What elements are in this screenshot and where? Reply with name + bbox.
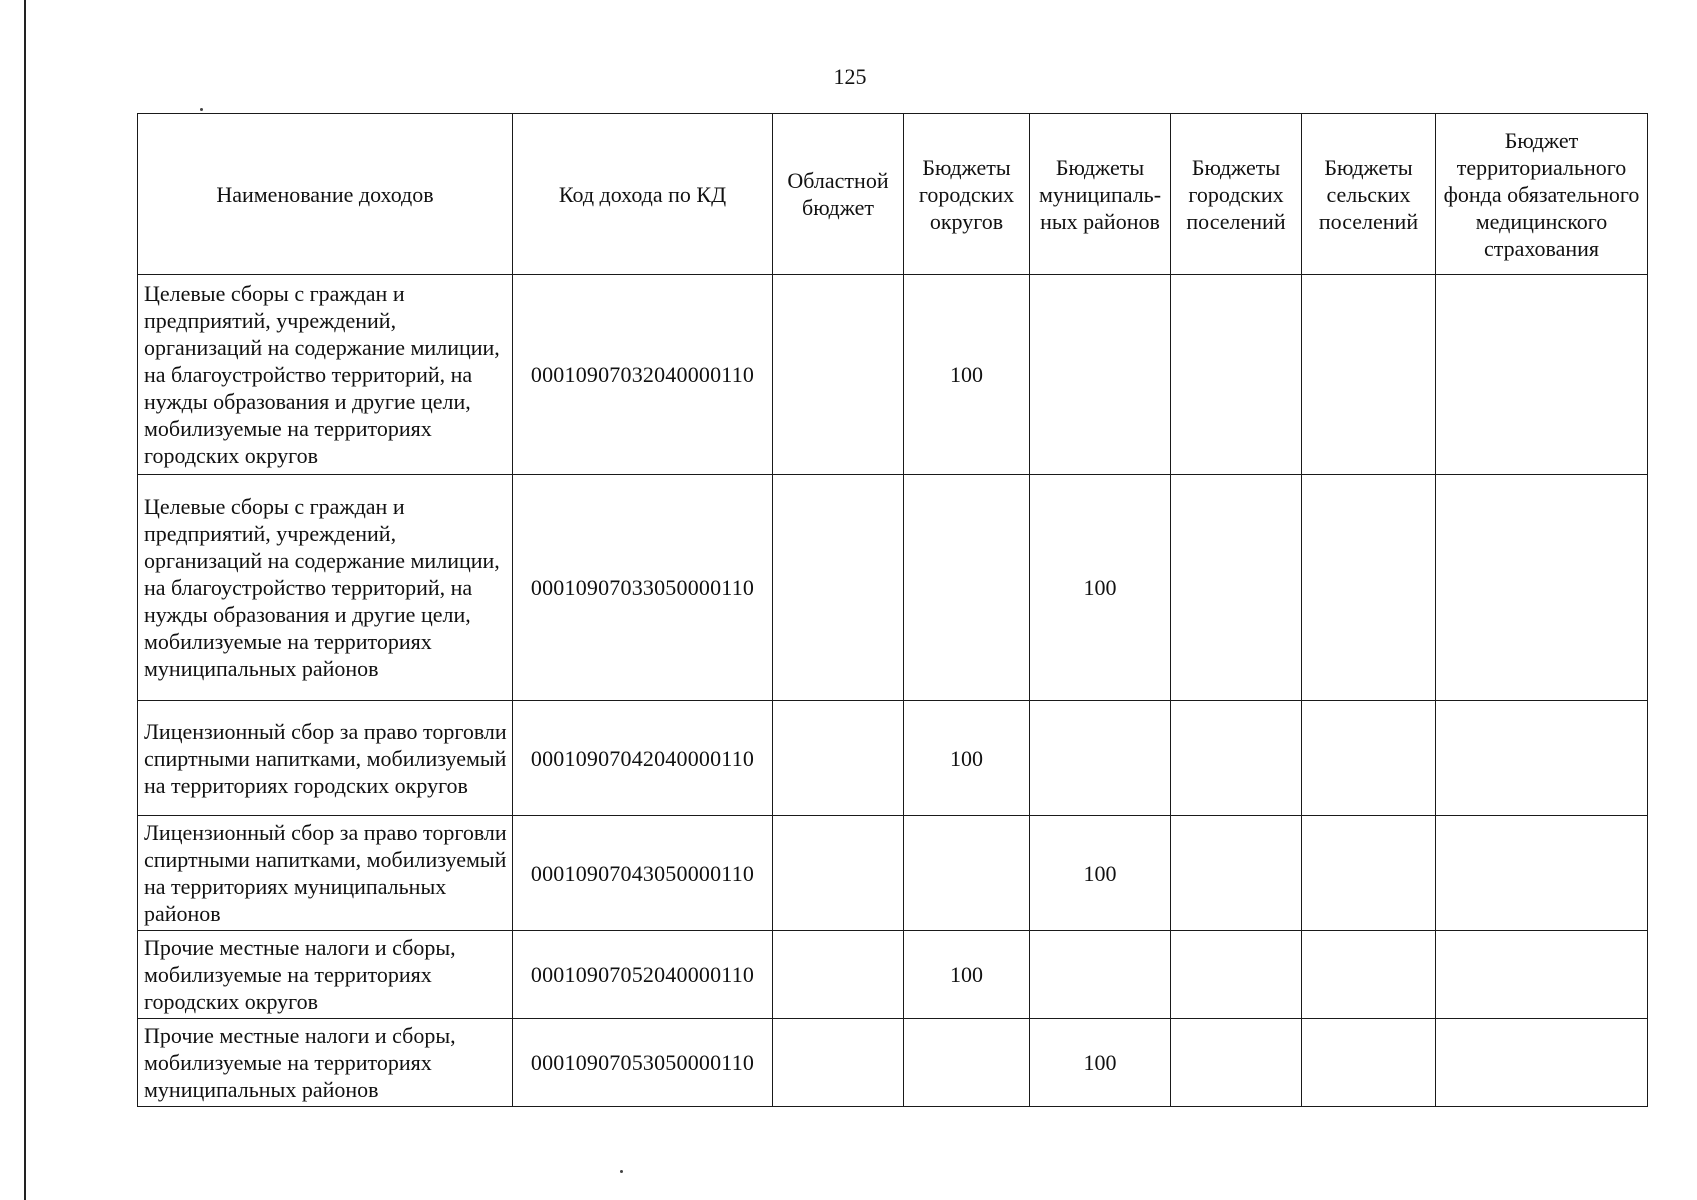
table-row (138, 816, 1648, 931)
header-city-districts-budgets: Бюджеты городских округов (904, 114, 1030, 275)
table-row (138, 275, 1648, 475)
city-districts-cell: 100 (904, 701, 1030, 816)
header-revenue-name: Наименование доходов (138, 114, 513, 275)
table-header-row (138, 114, 1648, 275)
regional-budget-cell (773, 475, 904, 701)
urban-settlements-cell (1171, 275, 1302, 475)
rural-settlements-cell (1302, 475, 1436, 701)
table-row (138, 1019, 1648, 1107)
revenue-name-cell: Целевые сборы с граждан и предприятий, учреждений, организаций на содержание милиции, на благоустройство территорий, на нужды образования и другие цели, мобилизуемые на территориях муниципальных районов (138, 475, 513, 701)
header-rural-settlements-budgets: Бюджеты сельских поселений (1302, 114, 1436, 275)
urban-settlements-cell (1171, 701, 1302, 816)
medical-fund-cell (1436, 475, 1648, 701)
revenue-name-cell: Лицензионный сбор за право торговли спиртными напитками, мобилизуемый на территориях городских округов (138, 701, 513, 816)
medical-fund-cell (1436, 816, 1648, 931)
scan-speck (620, 1170, 623, 1173)
medical-fund-cell (1436, 1019, 1648, 1107)
rural-settlements-cell (1302, 701, 1436, 816)
rural-settlements-cell (1302, 816, 1436, 931)
municipal-districts-cell (1030, 275, 1171, 475)
regional-budget-cell (773, 1019, 904, 1107)
header-medical-insurance-fund-budget: Бюджет территориального фонда обязательного медицинского страхования (1436, 114, 1648, 275)
municipal-districts-cell: 100 (1030, 816, 1171, 931)
medical-fund-cell (1436, 701, 1648, 816)
urban-settlements-cell (1171, 1019, 1302, 1107)
regional-budget-cell (773, 816, 904, 931)
binding-margin-line (24, 0, 26, 1200)
city-districts-cell: 100 (904, 275, 1030, 475)
medical-fund-cell (1436, 931, 1648, 1019)
revenue-code-cell: 00010907042040000110 (513, 701, 773, 816)
medical-fund-cell (1436, 275, 1648, 475)
regional-budget-cell (773, 701, 904, 816)
rural-settlements-cell (1302, 931, 1436, 1019)
revenue-code-cell: 00010907053050000110 (513, 1019, 773, 1107)
urban-settlements-cell (1171, 931, 1302, 1019)
revenue-code-cell: 00010907043050000110 (513, 816, 773, 931)
table-row (138, 701, 1648, 816)
municipal-districts-cell: 100 (1030, 475, 1171, 701)
regional-budget-cell (773, 275, 904, 475)
revenue-code-cell: 00010907032040000110 (513, 275, 773, 475)
city-districts-cell (904, 816, 1030, 931)
municipal-districts-cell: 100 (1030, 1019, 1171, 1107)
rural-settlements-cell (1302, 1019, 1436, 1107)
header-municipal-districts-budgets: Бюджеты муниципаль-ных районов (1030, 114, 1171, 275)
urban-settlements-cell (1171, 816, 1302, 931)
revenue-name-cell: Лицензионный сбор за право торговли спиртными напитками, мобилизуемый на территориях муниципальных районов (138, 816, 513, 931)
page-number: 125 (833, 64, 867, 89)
revenue-code-cell: 00010907033050000110 (513, 475, 773, 701)
scan-speck (200, 108, 203, 111)
revenue-name-cell: Прочие местные налоги и сборы, мобилизуемые на территориях муниципальных районов (138, 1019, 513, 1107)
table-row (138, 475, 1648, 701)
city-districts-cell (904, 1019, 1030, 1107)
municipal-districts-cell (1030, 931, 1171, 1019)
revenue-code-cell: 00010907052040000110 (513, 931, 773, 1019)
revenue-name-cell: Прочие местные налоги и сборы, мобилизуемые на территориях городских округов (138, 931, 513, 1019)
header-regional-budget: Областной бюджет (773, 114, 904, 275)
urban-settlements-cell (1171, 475, 1302, 701)
header-revenue-code: Код дохода по КД (513, 114, 773, 275)
city-districts-cell: 100 (904, 931, 1030, 1019)
regional-budget-cell (773, 931, 904, 1019)
municipal-districts-cell (1030, 701, 1171, 816)
header-urban-settlements-budgets: Бюджеты городских поселений (1171, 114, 1302, 275)
revenue-name-cell: Целевые сборы с граждан и предприятий, учреждений, организаций на содержание милиции, на благоустройство территорий, на нужды образования и другие цели, мобилизуемые на территориях городских округов (138, 275, 513, 475)
city-districts-cell (904, 475, 1030, 701)
rural-settlements-cell (1302, 275, 1436, 475)
revenue-distribution-table (137, 113, 1648, 1107)
table-row (138, 931, 1648, 1019)
